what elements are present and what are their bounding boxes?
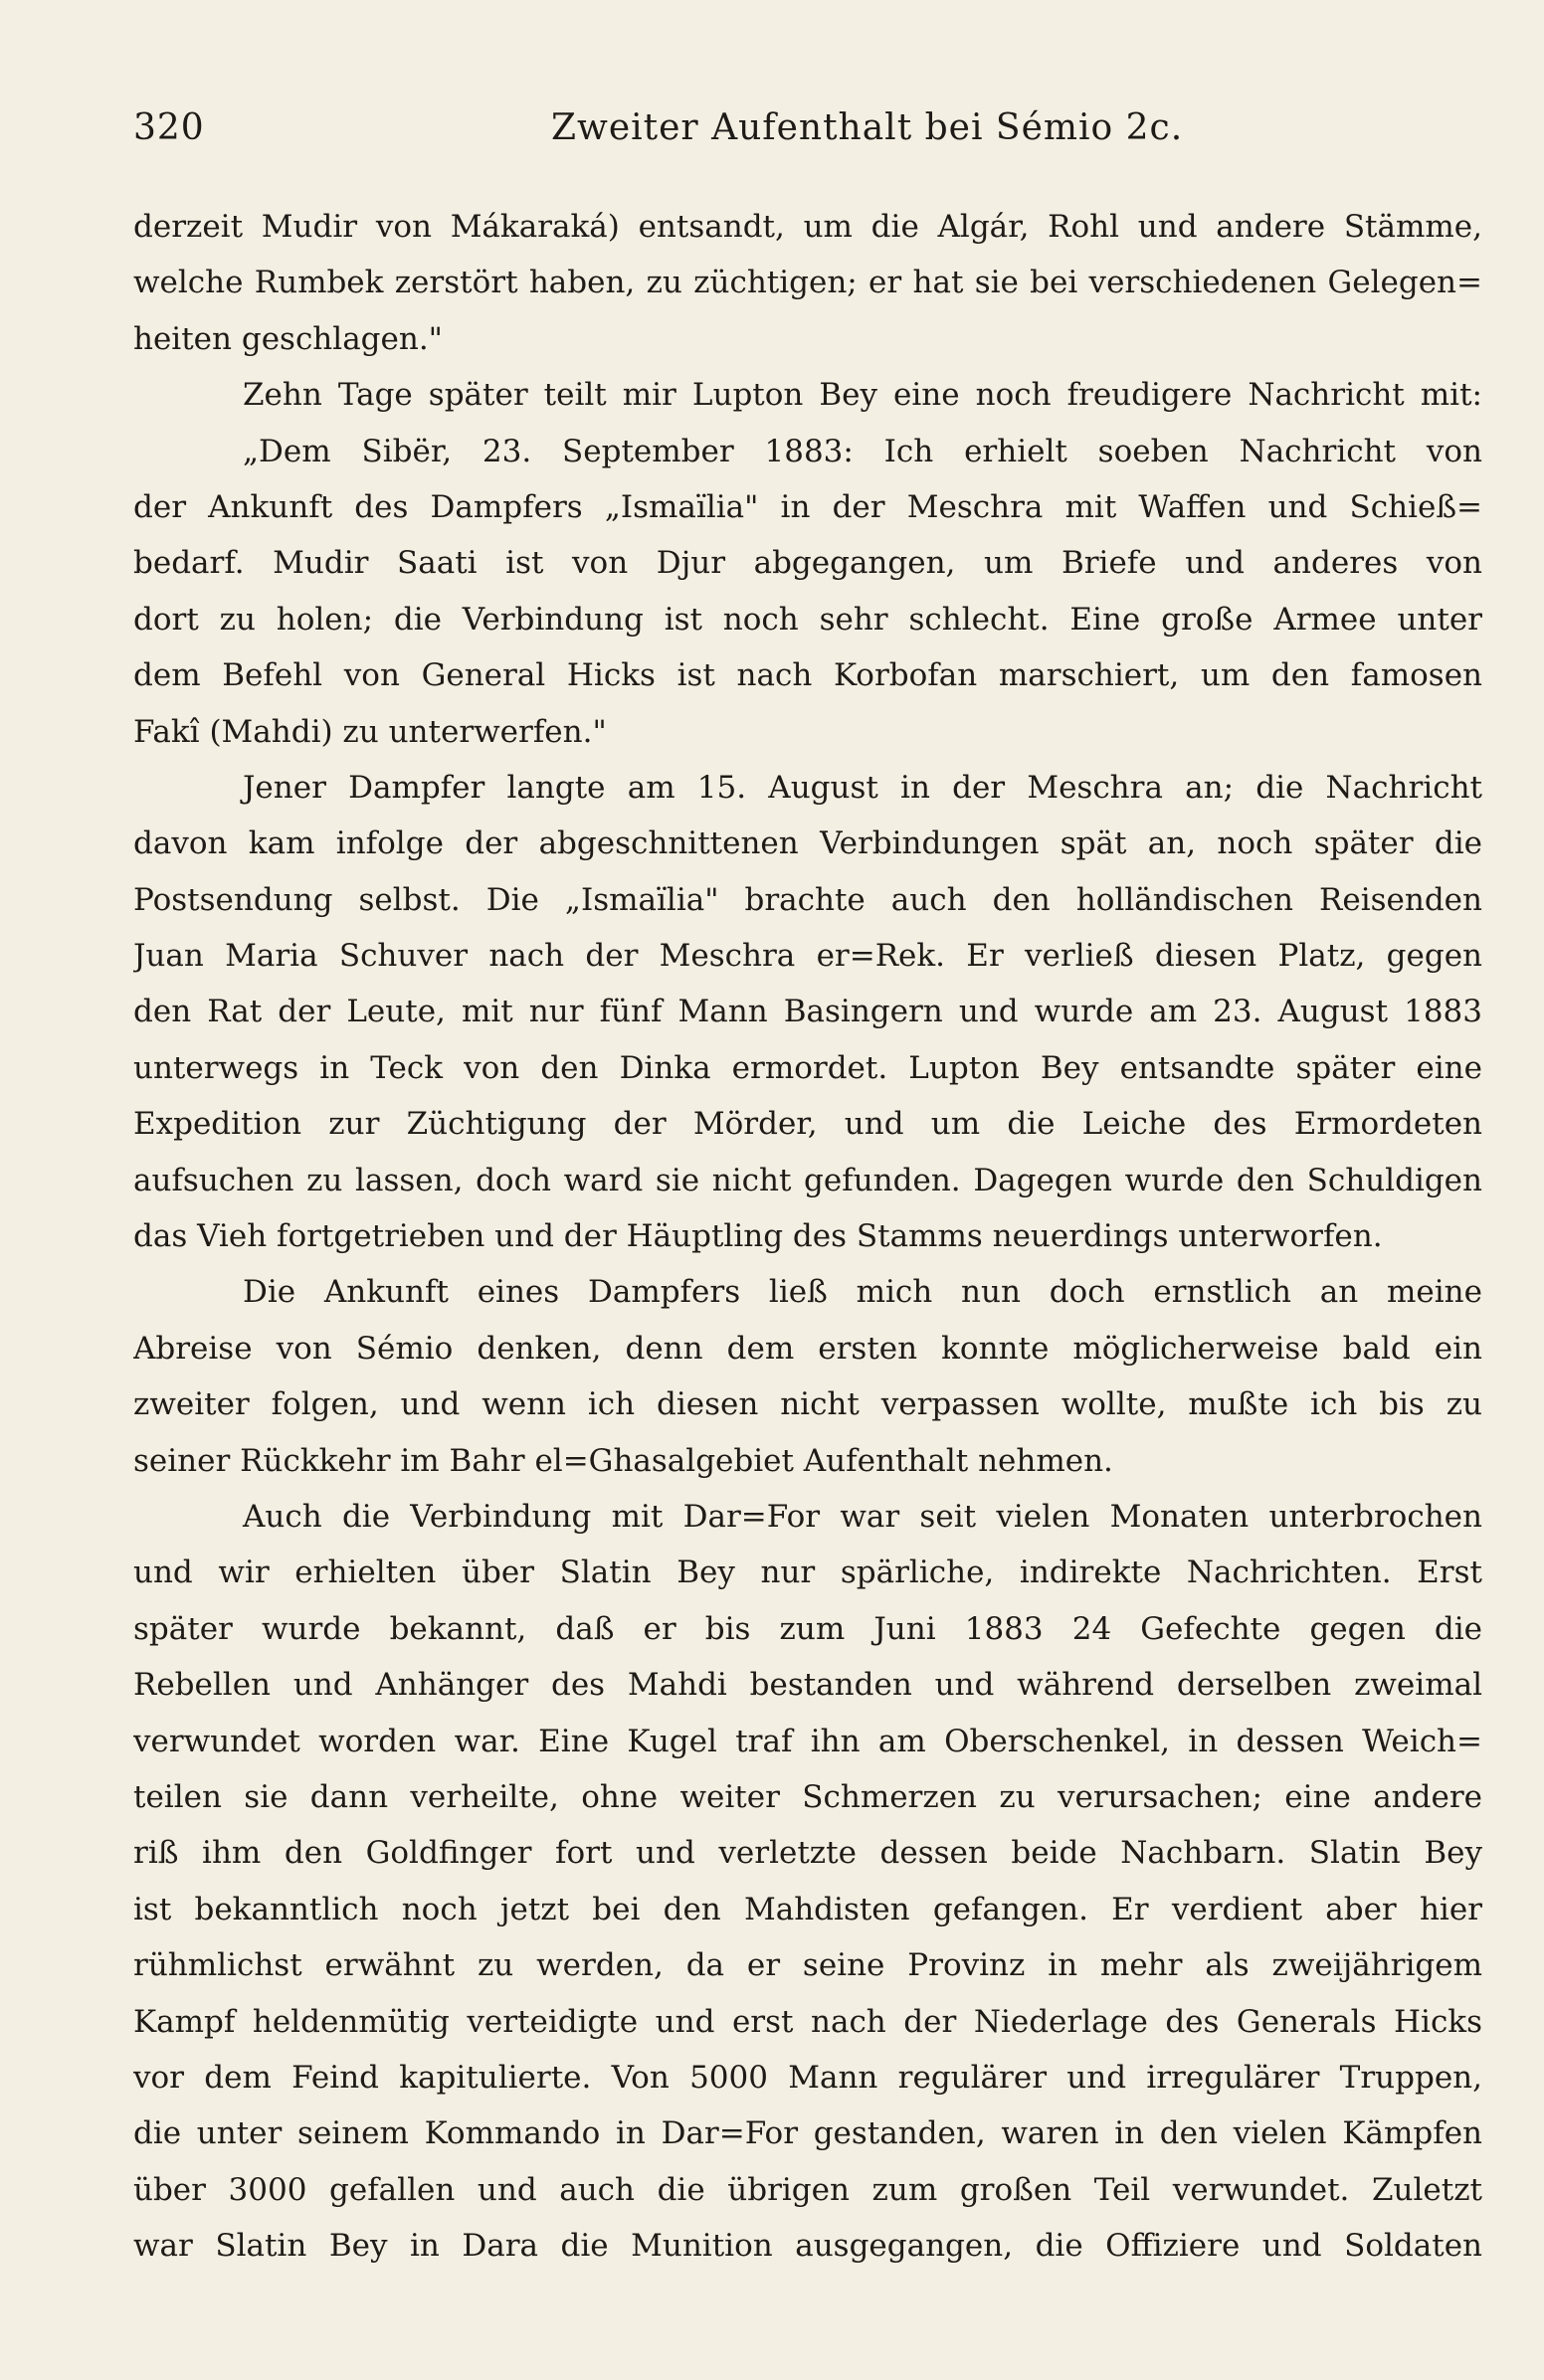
text-line: rühmlichst erwähnt zu werden, da er seine Provinz in mehr als zweijährigem	[133, 1947, 1482, 1984]
text-line: Juan Maria Schuver nach der Meschra er=Rek. Er verließ diesen Platz, gegen	[133, 938, 1482, 975]
body-text	[133, 199, 1482, 2274]
text-line: ist bekanntlich noch jetzt bei den Mahdisten gefangen. Er verdient aber hier	[133, 1891, 1482, 1927]
text-line: später wurde bekannt, daß er bis zum Juni 1883 24 Gefechte gegen die	[133, 1610, 1482, 1647]
text-line: derzeit Mudir von Mákaraká) entsandt, um die Algár, Rohl und andere Stämme,	[133, 209, 1482, 245]
text-line: das Vieh fortgetrieben und der Häuptling des Stamms neuerdings unterworfen.	[133, 1218, 1383, 1255]
text-line: riß ihm den Goldfinger fort und verletzte dessen beide Nachbarn. Slatin Bey	[133, 1835, 1482, 1872]
text-line: den Rat der Leute, mit nur fünf Mann Basingern und wurde am 23. August 1883	[133, 994, 1482, 1030]
text-line: die unter seinem Kommando in Dar=For gestanden, waren in den vielen Kämpfen	[133, 2115, 1482, 2152]
text-line: verwundet worden war. Eine Kugel traf ihn am Oberschenkel, in dessen Weich=	[133, 1723, 1482, 1759]
text-line: welche Rumbek zerstört haben, zu züchtigen; er hat sie bei verschiedenen Gelegen=	[133, 265, 1482, 301]
text-line: vor dem Feind kapitulierte. Von 5000 Mann regulärer und irregulärer Truppen,	[133, 2059, 1482, 2096]
text-line: dort zu holen; die Verbindung ist noch sehr schlecht. Eine große Armee unter	[133, 601, 1482, 638]
text-line: Jener Dampfer langte am 15. August in der Meschra an; die Nachricht	[243, 769, 1482, 806]
text-line: Expedition zur Züchtigung der Mörder, und um die Leiche des Ermordeten	[133, 1106, 1482, 1143]
text-line: und wir erhielten über Slatin Bey nur spärliche, indirekte Nachrichten. Erst	[133, 1555, 1482, 1591]
text-line: Abreise von Sémio denken, denn dem ersten konnte möglicherweise bald ein	[133, 1330, 1482, 1367]
text-line: teilen sie dann verheilte, ohne weiter Schmerzen zu verursachen; eine andere	[133, 1778, 1482, 1815]
text-line: heiten geschlagen."	[133, 320, 443, 357]
page-number: 320	[133, 107, 205, 148]
text-line: Fakî (Mahdi) zu unterwerfen."	[133, 713, 607, 750]
text-line: Die Ankunft eines Dampfers ließ mich nun doch ernstlich an meine	[243, 1274, 1482, 1311]
text-line: Kampf heldenmütig verteidigte und erst nach der Niederlage des Generals Hicks	[133, 2003, 1482, 2040]
text-line: Rebellen und Anhänger des Mahdi bestanden und während derselben zweimal	[133, 1667, 1482, 1704]
text-line: bedarf. Mudir Saati ist von Djur abgegangen, um Briefe und anderes von	[133, 545, 1482, 582]
text-line: aufsuchen zu lassen, doch ward sie nicht gefunden. Dagegen wurde den Schuldigen	[133, 1162, 1482, 1198]
text-line: Zehn Tage später teilt mir Lupton Bey eine noch freudigere Nachricht mit:	[243, 377, 1482, 414]
text-line: der Ankunft des Dampfers „Ismaïlia" in der Meschra mit Waffen und Schieß=	[133, 488, 1482, 525]
text-line: davon kam infolge der abgeschnittenen Verbindungen spät an, noch später die	[133, 825, 1482, 862]
page-header	[133, 107, 1482, 167]
text-line: „Dem Sibër, 23. September 1883: Ich erhielt soeben Nachricht von	[243, 433, 1482, 469]
text-line: war Slatin Bey in Dara die Munition ausgegangen, die Offiziere und Soldaten	[133, 2228, 1482, 2265]
text-line: zweiter folgen, und wenn ich diesen nicht verpassen wollte, mußte ich bis zu	[133, 1386, 1482, 1423]
text-line: seiner Rückkehr im Bahr el=Ghasalgebiet Aufenthalt nehmen.	[133, 1442, 1113, 1479]
text-line: Auch die Verbindung mit Dar=For war seit vielen Monaten unterbrochen	[243, 1498, 1482, 1535]
running-head: Zweiter Aufenthalt bei Sémio 2c.	[551, 107, 1184, 148]
text-line: unterwegs in Teck von den Dinka ermordet. Lupton Bey entsandte später eine	[133, 1049, 1482, 1086]
text-line: Postsendung selbst. Die „Ismaïlia" brachte auch den holländischen Reisenden	[133, 881, 1482, 918]
text-line: über 3000 gefallen und auch die übrigen zum großen Teil verwundet. Zuletzt	[133, 2171, 1482, 2208]
text-line: dem Befehl von General Hicks ist nach Korbofan marschiert, um den famosen	[133, 657, 1482, 694]
